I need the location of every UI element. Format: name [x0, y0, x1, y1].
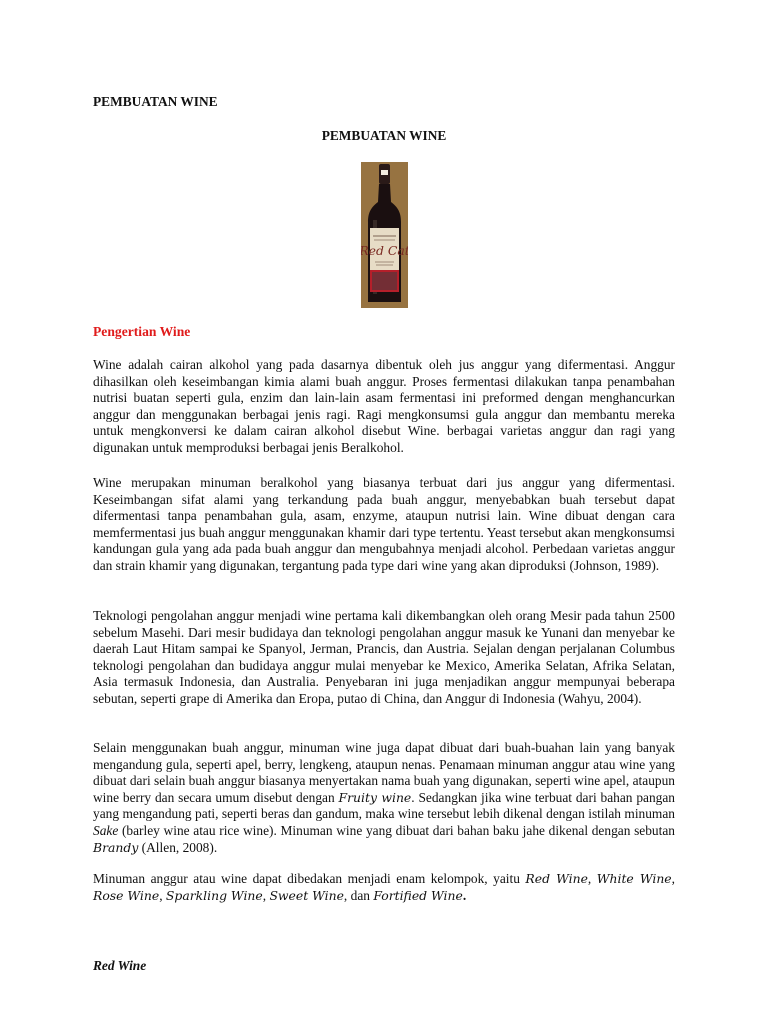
paragraph-4 — [93, 740, 675, 856]
section-title-pengertian: Pengertian Wine — [93, 324, 191, 339]
paragraph-5 — [93, 871, 675, 904]
term-white-wine: White Wine — [596, 871, 672, 886]
separator-2: , — [671, 871, 675, 886]
term-rose-wine: Rose Wine — [93, 887, 160, 903]
term-brandy: Brandy — [93, 839, 139, 855]
bottle-label-text: Red Cat — [361, 243, 408, 258]
separator-5: , dan — [343, 887, 374, 903]
paragraph-4-text-d: (Allen, 2008). — [138, 839, 218, 855]
document-heading: PEMBUATAN WINE — [93, 94, 218, 109]
term-fruity-wine: Fruity wine — [338, 789, 412, 805]
paragraph-2: Wine merupakan minuman beralkohol yang biasanya terbuat dari jus anggur yang difermentasi. Keseimbangan sifat alami yang terkandung pada buah anggur, menyebabkan buah tersebut dapat difermentasi tanpa penambahan gula, asam, enzyme, ataupun nutrisi lain. Wine dibuat dengan cara memfermentasi jus buah anggur menggunakan khamir dari type tertentu. Yeast tersebut akan mengkonsumsi kandungan gula yang ada pada buah anggur dan mengubahnya menjadi alcohol. Perbedaan varietas anggur dan strain khamir yang digunakan, tergantung pada type dari wine yang akan diproduksi (Johnson, 1989). — [93, 475, 675, 573]
paragraph-3: Teknologi pengolahan anggur menjadi wine pertama kali dikembangkan oleh orang Mesir pada tahun 2500 sebelum Masehi. Dari mesir budidaya dan teknologi pengolahan anggur masuk ke Yunani dan menyebar ke daerah Laut Hitam sampai ke Spanyol, Jerman, Prancis, dan Austria. Sejalan dengan perjalanan Columbus teknologi pengolahan dan budidaya anggur mulai menyebar ke Mexico, Amerika Selatan, Afrika Selatan, Asia termasuk Indonesia, dan Australia. Penyebaran ini juga menjadikan anggur mempunyai beberapa sebutan, seperti grape di Amerika dan Eropa, putao di China, dan Anggur di Indonesia (Wahyu, 2004). — [93, 608, 675, 706]
wine-bottle-illustration — [361, 162, 408, 308]
separator-3: , — [159, 887, 166, 903]
paragraph-4-text-b: . Sedangkan jika wine terbuat dari bahan pangan yang mengandung pati, seperti beras dan gandum, maka wine tersebut lebih dikenal dengan istilah minuman — [93, 789, 676, 822]
paragraph-4-text-c: (barley wine atau rice wine). Minuman wine yang dibuat dari bahan baku jahe dikenal dengan sebutan — [118, 822, 675, 838]
paragraph-4-text-a: Selain menggunakan buah anggur, minuman wine juga dapat dibuat dari buah-buahan lain yang banyak mengandung gula, seperti apel, berry, lengkeng, ataupun nenas. Penamaan minuman anggur atau wine yang dibuat dari selain buah anggur biasanya menyertakan nama buah yang digunakan, seperti wine apel, ataupun wine berry dan secara umum disebut dengan — [93, 740, 675, 805]
term-sparkling-wine: Sparkling Wine — [165, 887, 263, 903]
paragraph-1: Wine adalah cairan alkohol yang pada dasarnya dibentuk oleh jus anggur yang difermentasi. Anggur dihasilkan oleh keseimbangan kimia alami buah anggur. Proses fermentasi dilakukan tanpa penambahan nutrisi buatan seperti gula, enzim dan lain-lain asam fermentasi ini preformed dengan menghancurkan anggur dan menggunakan berbagai jenis ragi. Ragi mengkonsumsi gula anggur dan membantu mereka untuk mengkonversi ke dalam cairan alkohol disebut Wine. berbagai varietas anggur dan ragi yang digunakan untuk memproduksi berbagai jenis Beralkohol. — [93, 357, 675, 455]
red-wine-heading: Red Wine — [93, 958, 147, 973]
term-red-wine: Red Wine — [525, 871, 588, 886]
wine-bottle-image — [361, 162, 408, 308]
term-sake: Sake — [93, 822, 119, 838]
separator-1: , — [587, 871, 597, 886]
separator-4: , — [262, 887, 270, 903]
paragraph-5-text-a: Minuman anggur atau wine dapat dibedakan menjadi enam kelompok, yaitu — [93, 871, 526, 886]
paragraph-5-end: . — [462, 887, 467, 903]
document-title-center: PEMBUATAN WINE — [321, 128, 447, 143]
term-sweet-wine: Sweet Wine — [269, 887, 344, 903]
term-fortified-wine: Fortified Wine — [373, 887, 463, 903]
